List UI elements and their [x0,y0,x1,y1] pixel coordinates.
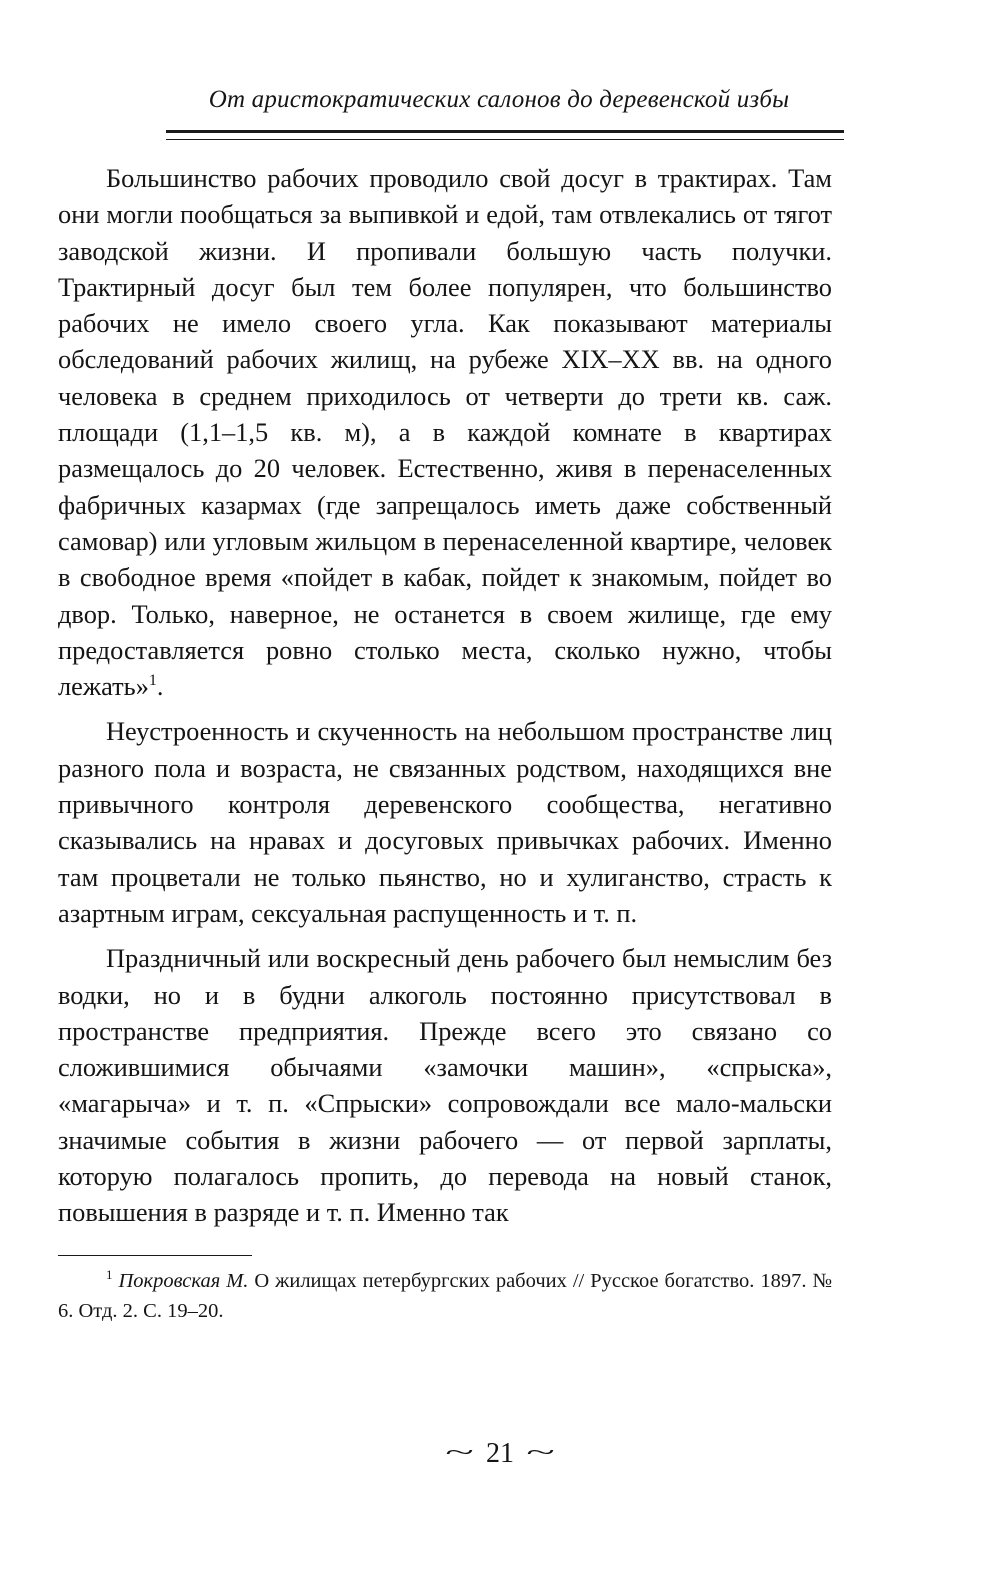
paragraph-2: Неустроенность и скученность на небольшом пространстве лиц разного пола и возраста, не связанных родством, находящихся вне привычного контроля деревенского сообщества, негативно сказывались на нравах и досуговых привычках рабочих. Именно там процветали не только пьянство, но и хулиганство, страсть к азартным играм, сексуальная распущенность и т. п. [58,716,832,928]
header-double-rule [166,130,844,140]
body-text [58,160,832,1231]
paragraph-1-text: Большинство рабочих проводило свой досуг в трактирах. Там они могли пообщаться за выпивкой и едой, там отвлекались от тягот заводской жизни. И пропивали большую часть получки. Трактирный досуг был тем более популярен, что большинство рабочих не имело своего угла. Как показывают материалы обследований рабочих жилищ, на рубеже XIX–XX вв. на одного человека в среднем приходилось от четверти до трети кв. саж. площади (1,1–1,5 кв. м), а в каждой комнате в квартирах размещалось до 20 человек. Естественно, живя в перенаселенных фабричных казармах (где запрещалось иметь даже собственный самовар) или угловым жильцом в перенаселенной квартире, человек в свободное время «пойдет в кабак, пойдет к знакомым, пойдет во двор. Только, наверное, не останется в своем жилище, где ему предоставляется ровно столько места, сколько нужно, чтобы лежать» [58,163,832,702]
paragraph-1 [58,160,832,704]
footnote-text: О жилищах петербургских рабочих // Русское богатство. 1897. № 6. Отд. 2. С. 19–20. [58,1269,833,1322]
left-swash-ornament: ~ [445,1440,474,1466]
page-number-folio [0,1436,1000,1473]
paragraph-3: Праздничный или воскресный день рабочего был немыслим без водки, но и в будни алкоголь постоянно присутствовал в пространстве предприятия. Прежде всего это связано со сложившимися обычаями «замочки машин», «спрыска», «магарыча» и т. п. «Спрыски» сопровождали все мало-мальски значимые события в жизни рабочего — от первой зарплаты, которую полагалось пропить, до перевода на новый станок, повышения в разряде и т. п. Именно так [58,943,832,1228]
footnote-marker: 1 [106,1266,113,1282]
page-number: 21 [486,1438,514,1469]
footnote-reference[interactable]: 1 [148,672,157,690]
header-rule-wrap [278,130,832,140]
running-head: От аристократических салонов до деревенской избы [208,86,790,113]
paragraph-1-period: . [156,671,164,702]
footnote-author: Покровская М. [118,1269,249,1292]
right-swash-ornament: ~ [526,1440,555,1466]
footnote-rule [58,1255,252,1256]
footnote [58,1266,832,1326]
